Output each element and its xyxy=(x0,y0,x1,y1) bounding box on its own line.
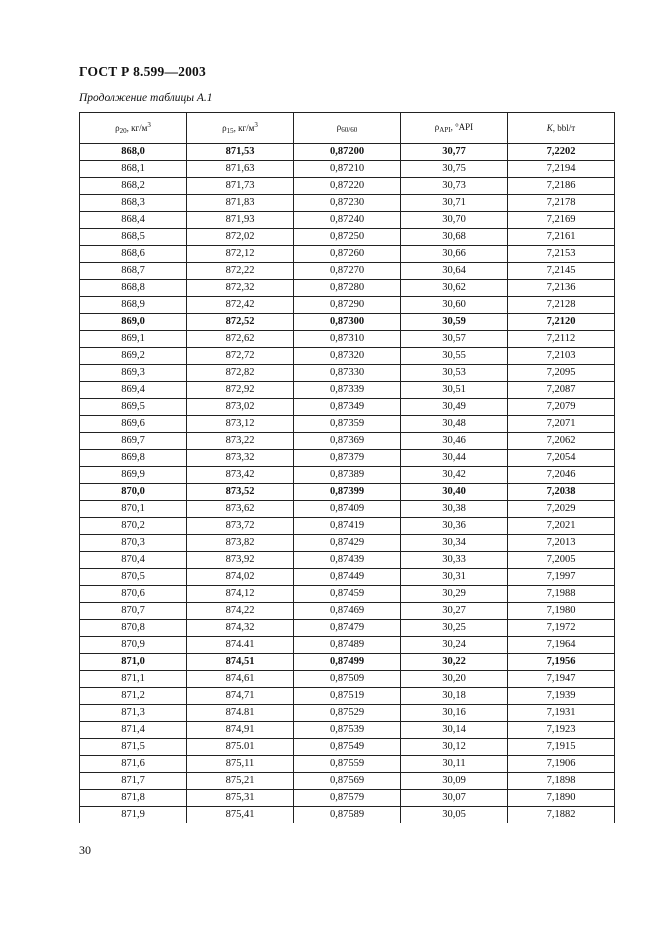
table-cell: 0,87260 xyxy=(294,246,401,263)
table-cell: 868,5 xyxy=(80,229,187,246)
table-row xyxy=(80,348,615,365)
table-cell: 872,22 xyxy=(187,263,294,280)
table-cell: 7,2087 xyxy=(508,382,615,399)
table-cell: 7,1923 xyxy=(508,722,615,739)
table-cell: 0,87250 xyxy=(294,229,401,246)
table-cell: 30,22 xyxy=(401,654,508,671)
table-row xyxy=(80,297,615,314)
table-row xyxy=(80,178,615,195)
table-cell: 0,87419 xyxy=(294,518,401,535)
table-cell: 873,12 xyxy=(187,416,294,433)
table-cell: 0,87320 xyxy=(294,348,401,365)
table-cell: 874,32 xyxy=(187,620,294,637)
table-cell: 30,44 xyxy=(401,450,508,467)
table-cell: 0,87310 xyxy=(294,331,401,348)
table-cell: 30,48 xyxy=(401,416,508,433)
table-cell: 7,1939 xyxy=(508,688,615,705)
table-cell: 871,4 xyxy=(80,722,187,739)
table-cell: 7,1988 xyxy=(508,586,615,603)
table-cell: 7,2038 xyxy=(508,484,615,501)
table-row xyxy=(80,161,615,178)
table-row xyxy=(80,569,615,586)
table-cell: 7,2103 xyxy=(508,348,615,365)
table-row xyxy=(80,246,615,263)
table-cell: 0,87479 xyxy=(294,620,401,637)
table-cell: 30,27 xyxy=(401,603,508,620)
table-cell: 7,2194 xyxy=(508,161,615,178)
table-cell: 0,87369 xyxy=(294,433,401,450)
table-cell: 869,1 xyxy=(80,331,187,348)
table-cell: 30,33 xyxy=(401,552,508,569)
table-cell: 868,3 xyxy=(80,195,187,212)
table-cell: 7,1947 xyxy=(508,671,615,688)
table-cell: 7,1956 xyxy=(508,654,615,671)
table-cell: 869,6 xyxy=(80,416,187,433)
table-cell: 7,1882 xyxy=(508,807,615,824)
table-cell: 874,02 xyxy=(187,569,294,586)
table-cell: 30,55 xyxy=(401,348,508,365)
page-number: 30 xyxy=(79,843,91,857)
table-cell: 7,1931 xyxy=(508,705,615,722)
table-row xyxy=(80,314,615,331)
table-cell: 871,53 xyxy=(187,144,294,161)
table-cell: 30,20 xyxy=(401,671,508,688)
table-row xyxy=(80,790,615,807)
table-cell: 874,22 xyxy=(187,603,294,620)
table-cell: 7,2079 xyxy=(508,399,615,416)
table-cell: 7,2062 xyxy=(508,433,615,450)
table-cell: 875.01 xyxy=(187,739,294,756)
table-cell: 7,2120 xyxy=(508,314,615,331)
table-cell: 868,8 xyxy=(80,280,187,297)
table-row xyxy=(80,212,615,229)
table-continuation-caption: Продолжение таблицы А.1 xyxy=(79,92,213,104)
table-row xyxy=(80,331,615,348)
table-cell: 873,02 xyxy=(187,399,294,416)
table-cell: 868,1 xyxy=(80,161,187,178)
table-row xyxy=(80,603,615,620)
table-cell: 7,2136 xyxy=(508,280,615,297)
table-cell: 875,11 xyxy=(187,756,294,773)
table-cell: 869,8 xyxy=(80,450,187,467)
table-cell: 0,87509 xyxy=(294,671,401,688)
table-cell: 873,92 xyxy=(187,552,294,569)
table-cell: 872,62 xyxy=(187,331,294,348)
table-cell: 0,87439 xyxy=(294,552,401,569)
table-cell: 0,87489 xyxy=(294,637,401,654)
header-rho-60-60: $\rho_{60/60}$ xyxy=(294,113,401,144)
table-cell: 0,87519 xyxy=(294,688,401,705)
table-cell: 871,3 xyxy=(80,705,187,722)
table-cell: 870,5 xyxy=(80,569,187,586)
table-cell: 30,40 xyxy=(401,484,508,501)
table-cell: 30,62 xyxy=(401,280,508,297)
table-cell: 0,87359 xyxy=(294,416,401,433)
table-cell: 7,1980 xyxy=(508,603,615,620)
table-cell: 7,2128 xyxy=(508,297,615,314)
table-cell: 869,4 xyxy=(80,382,187,399)
table-row xyxy=(80,756,615,773)
table-cell: 30,42 xyxy=(401,467,508,484)
table-cell: 0,87300 xyxy=(294,314,401,331)
table-cell: 30,75 xyxy=(401,161,508,178)
table-header-row xyxy=(80,113,615,144)
table-body xyxy=(80,144,615,824)
table-cell: 30,77 xyxy=(401,144,508,161)
table-cell: 0,87589 xyxy=(294,807,401,824)
header-k-bbl: K, bbl/т xyxy=(508,113,615,144)
table-cell: 875,41 xyxy=(187,807,294,824)
table-cell: 30,36 xyxy=(401,518,508,535)
table-cell: 30,18 xyxy=(401,688,508,705)
table-cell: 0,87559 xyxy=(294,756,401,773)
table-cell: 870,0 xyxy=(80,484,187,501)
table-cell: 7,2145 xyxy=(508,263,615,280)
table-cell: 868,2 xyxy=(80,178,187,195)
table-cell: 873,52 xyxy=(187,484,294,501)
table-cell: 30,68 xyxy=(401,229,508,246)
table-cell: 30,64 xyxy=(401,263,508,280)
table-cell: 873,72 xyxy=(187,518,294,535)
table-cell: 872,52 xyxy=(187,314,294,331)
table-cell: 868,6 xyxy=(80,246,187,263)
table-cell: 874,51 xyxy=(187,654,294,671)
table-cell: 7,2112 xyxy=(508,331,615,348)
table-cell: 871,5 xyxy=(80,739,187,756)
table-cell: 0,87579 xyxy=(294,790,401,807)
table-cell: 0,87330 xyxy=(294,365,401,382)
header-rho-api: $\rho_{API}$, °API xyxy=(401,113,508,144)
table-cell: 0,87200 xyxy=(294,144,401,161)
table-cell: 0,87270 xyxy=(294,263,401,280)
table-cell: 0,87379 xyxy=(294,450,401,467)
table-cell: 7,1906 xyxy=(508,756,615,773)
table-row xyxy=(80,807,615,824)
table-cell: 0,87569 xyxy=(294,773,401,790)
table-cell: 30,71 xyxy=(401,195,508,212)
table-cell: 871,8 xyxy=(80,790,187,807)
table-cell: 872,72 xyxy=(187,348,294,365)
table-cell: 7,2178 xyxy=(508,195,615,212)
table-row xyxy=(80,280,615,297)
table-cell: 7,2153 xyxy=(508,246,615,263)
table-row xyxy=(80,552,615,569)
table-cell: 30,12 xyxy=(401,739,508,756)
table-row xyxy=(80,365,615,382)
table-cell: 870,4 xyxy=(80,552,187,569)
table-cell: 874,12 xyxy=(187,586,294,603)
table-cell: 874.41 xyxy=(187,637,294,654)
table-row xyxy=(80,484,615,501)
table-cell: 870,9 xyxy=(80,637,187,654)
table-row xyxy=(80,229,615,246)
table-cell: 0,87399 xyxy=(294,484,401,501)
table-cell: 869,7 xyxy=(80,433,187,450)
table-cell: 30,73 xyxy=(401,178,508,195)
table-cell: 875,21 xyxy=(187,773,294,790)
table-cell: 0,87529 xyxy=(294,705,401,722)
table-cell: 30,07 xyxy=(401,790,508,807)
table-cell: 0,87449 xyxy=(294,569,401,586)
table-row xyxy=(80,535,615,552)
table-cell: 869,2 xyxy=(80,348,187,365)
table-cell: 874,61 xyxy=(187,671,294,688)
table-cell: 7,1964 xyxy=(508,637,615,654)
table-row xyxy=(80,399,615,416)
table-cell: 30,70 xyxy=(401,212,508,229)
table-row xyxy=(80,433,615,450)
table-cell: 30,11 xyxy=(401,756,508,773)
table-cell: 7,1972 xyxy=(508,620,615,637)
table-cell: 868,7 xyxy=(80,263,187,280)
table-cell: 30,46 xyxy=(401,433,508,450)
table-cell: 30,29 xyxy=(401,586,508,603)
table-cell: 0,87549 xyxy=(294,739,401,756)
header-rho-20: $\rho_{20}$, $кг/м^3$ xyxy=(80,113,187,144)
table-cell: 874,91 xyxy=(187,722,294,739)
table-cell: 872,32 xyxy=(187,280,294,297)
table-cell: 7,1898 xyxy=(508,773,615,790)
table-cell: 868,4 xyxy=(80,212,187,229)
density-table xyxy=(79,112,615,823)
table-cell: 870,1 xyxy=(80,501,187,518)
table-cell: 7,2005 xyxy=(508,552,615,569)
table-cell: 872,42 xyxy=(187,297,294,314)
table-row xyxy=(80,773,615,790)
table-cell: 0,87389 xyxy=(294,467,401,484)
table-cell: 30,49 xyxy=(401,399,508,416)
table-row xyxy=(80,722,615,739)
table-cell: 7,2169 xyxy=(508,212,615,229)
table-cell: 871,7 xyxy=(80,773,187,790)
table-cell: 7,2021 xyxy=(508,518,615,535)
table-cell: 0,87429 xyxy=(294,535,401,552)
table-cell: 871,6 xyxy=(80,756,187,773)
table-cell: 0,87499 xyxy=(294,654,401,671)
table-row xyxy=(80,671,615,688)
table-cell: 0,87230 xyxy=(294,195,401,212)
table-cell: 873,42 xyxy=(187,467,294,484)
table-cell: 873,32 xyxy=(187,450,294,467)
table-cell: 7,2186 xyxy=(508,178,615,195)
table-cell: 869,3 xyxy=(80,365,187,382)
table-cell: 7,1915 xyxy=(508,739,615,756)
table-row xyxy=(80,620,615,637)
table-cell: 868,0 xyxy=(80,144,187,161)
table-cell: 872,02 xyxy=(187,229,294,246)
table-cell: 30,25 xyxy=(401,620,508,637)
table-row xyxy=(80,467,615,484)
table-cell: 0,87539 xyxy=(294,722,401,739)
table-cell: 0,87220 xyxy=(294,178,401,195)
table-cell: 30,05 xyxy=(401,807,508,824)
table-cell: 871,2 xyxy=(80,688,187,705)
table-cell: 871,93 xyxy=(187,212,294,229)
table-row xyxy=(80,144,615,161)
table-cell: 30,34 xyxy=(401,535,508,552)
table-cell: 7,2054 xyxy=(508,450,615,467)
table-cell: 869,5 xyxy=(80,399,187,416)
table-row xyxy=(80,450,615,467)
table-row xyxy=(80,501,615,518)
table-cell: 870,8 xyxy=(80,620,187,637)
table-row xyxy=(80,654,615,671)
table-cell: 0,87459 xyxy=(294,586,401,603)
table-cell: 0,87210 xyxy=(294,161,401,178)
table-cell: 872,12 xyxy=(187,246,294,263)
table-cell: 871,9 xyxy=(80,807,187,824)
table-cell: 872,92 xyxy=(187,382,294,399)
table-cell: 873,82 xyxy=(187,535,294,552)
table-cell: 0,87469 xyxy=(294,603,401,620)
table-cell: 7,2071 xyxy=(508,416,615,433)
table-cell: 872,82 xyxy=(187,365,294,382)
table-cell: 868,9 xyxy=(80,297,187,314)
table-cell: 870,7 xyxy=(80,603,187,620)
table-cell: 30,60 xyxy=(401,297,508,314)
document-title: ГОСТ Р 8.599—2003 xyxy=(79,64,206,79)
table-row xyxy=(80,705,615,722)
table-row xyxy=(80,518,615,535)
table-cell: 7,2202 xyxy=(508,144,615,161)
table-cell: 871,73 xyxy=(187,178,294,195)
table-row xyxy=(80,739,615,756)
table-row xyxy=(80,263,615,280)
table-cell: 7,2095 xyxy=(508,365,615,382)
table-row xyxy=(80,382,615,399)
table-row xyxy=(80,195,615,212)
table-cell: 874,71 xyxy=(187,688,294,705)
table-row xyxy=(80,586,615,603)
table-cell: 874.81 xyxy=(187,705,294,722)
table-cell: 869,0 xyxy=(80,314,187,331)
table-cell: 7,2029 xyxy=(508,501,615,518)
header-rho-15: $\rho_{15}$, $кг/м^3$ xyxy=(187,113,294,144)
table-row xyxy=(80,637,615,654)
table-cell: 871,1 xyxy=(80,671,187,688)
table-cell: 873,62 xyxy=(187,501,294,518)
table-cell: 0,87240 xyxy=(294,212,401,229)
table-cell: 870,3 xyxy=(80,535,187,552)
table-cell: 30,66 xyxy=(401,246,508,263)
table-cell: 870,2 xyxy=(80,518,187,535)
table-cell: 30,14 xyxy=(401,722,508,739)
table-cell: 30,59 xyxy=(401,314,508,331)
table-cell: 871,63 xyxy=(187,161,294,178)
table-cell: 7,2013 xyxy=(508,535,615,552)
table-cell: 7,1890 xyxy=(508,790,615,807)
table-cell: 30,51 xyxy=(401,382,508,399)
table-cell: 0,87409 xyxy=(294,501,401,518)
table-cell: 871,83 xyxy=(187,195,294,212)
table-row xyxy=(80,688,615,705)
table-cell: 0,87349 xyxy=(294,399,401,416)
table-row xyxy=(80,416,615,433)
table-cell: 873,22 xyxy=(187,433,294,450)
table-cell: 0,87280 xyxy=(294,280,401,297)
table-cell: 30,38 xyxy=(401,501,508,518)
table-cell: 30,24 xyxy=(401,637,508,654)
table-cell: 30,09 xyxy=(401,773,508,790)
table-cell: 0,87290 xyxy=(294,297,401,314)
table-cell: 7,2161 xyxy=(508,229,615,246)
table-cell: 871,0 xyxy=(80,654,187,671)
table-cell: 7,1997 xyxy=(508,569,615,586)
table-cell: 7,2046 xyxy=(508,467,615,484)
table-cell: 30,57 xyxy=(401,331,508,348)
table-cell: 30,31 xyxy=(401,569,508,586)
table-cell: 869,9 xyxy=(80,467,187,484)
table-cell: 875,31 xyxy=(187,790,294,807)
table-cell: 30,16 xyxy=(401,705,508,722)
table-cell: 30,53 xyxy=(401,365,508,382)
table-cell: 0,87339 xyxy=(294,382,401,399)
table-cell: 870,6 xyxy=(80,586,187,603)
